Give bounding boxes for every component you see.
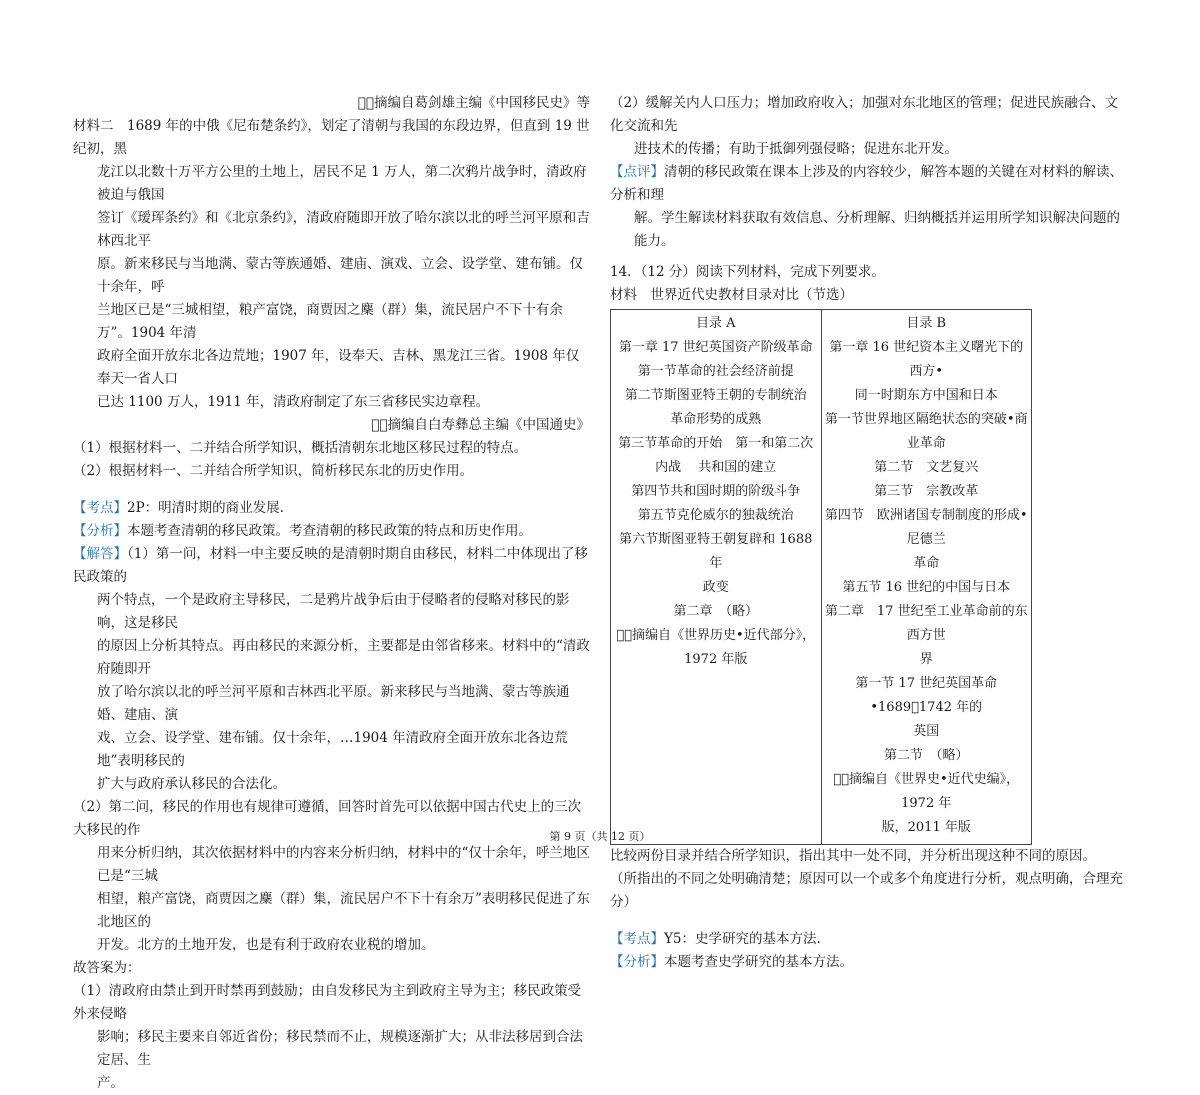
jieda-line: 扩大与政府承认移民的合法化。 [97,776,286,792]
material-2-line: 政府全面开放东北各边荒地；1907 年，设奉天、吉林、黑龙江三省。1908 年仅奉天一省人口 [97,348,580,387]
toc-a-line: 第二章 （略） [673,604,758,619]
material-2-line: 签订《瑷珲条约》和《北京条约》，清政府随即开放了哈尔滨以北的呼兰河平原和吉林西北平 [97,210,590,249]
jieda-line: 两个特点，一个是政府主导移民，二是鸦片战争后由于侵略者的侵略对移民的影响，这是移民 [97,592,570,631]
toc-comparison-table [610,309,1032,845]
answer-line: （1）清政府由禁止到开时禁再到鼓励；由自发移民为主到政府主导为主；移民政策受外来侵略 [73,983,582,1022]
question-1: （1）根据材料一、二并结合所学知识，概括清朝东北地区移民过程的特点。 [73,440,528,456]
toc-a-line: 􀀀􀀀摘编自《世界历史•近代部分》， [616,628,816,643]
toc-a-line: 1972 年版 [684,652,748,667]
spacer [73,483,590,497]
jieda-line: 相望，粮产富饶，商贾因之麇（群）集，流民居户不下十有余万”表明移民促进了东北地区的 [97,891,590,930]
answer-2 [610,92,1130,161]
jieda-line: 放了哈尔滨以北的呼兰河平原和吉林西北平原。新来移民与当地满、蒙古等族通婚、建庙、演 [97,684,570,723]
jieda-part-2 [73,796,590,957]
toc-b-line: 第一节 17 世纪英国革命•1689􀀀1742 年的 [855,676,998,715]
kaodian-tag: 【考点】 [610,931,664,947]
toc-b-line: 英国 [913,724,940,739]
toc-a-line: 革命形势的成熟 [670,412,762,427]
source-citation-1: 􀀀􀀀摘编自葛剑雄主编《中国移民史》等 [357,95,590,111]
material-2 [73,115,590,414]
toc-a-line: 第五节克伦威尔的独裁统治 [637,508,794,523]
toc-b-line: 第三节 宗教改革 [874,484,979,499]
fenxi [610,951,1130,974]
toc-b-line: 第五节 16 世纪的中国与日本 [842,580,1011,595]
answer-heading: 故答案为： [73,960,141,976]
toc-a-cell [611,310,822,845]
dianping-text: 清朝的移民政策在课本上涉及的内容较少，解答本题的关键在对材料的解读、分析和理 [610,164,1123,203]
toc-b-line: 同一时期东方中国和日本 [854,388,998,403]
jieda-text: （1）第一问，材料一中主要反映的是清朝时期自由移民，材料二中体现出了移民政策的 [73,546,588,585]
toc-a-line: 第四节共和国时期的阶级斗争 [631,484,801,499]
answer-line: （2）缓解关内人口压力；增加政府收入；加强对东北地区的管理；促进民族融合、文化交流和先 [610,95,1119,134]
answer-1 [73,980,590,1095]
dianping-line [610,161,1130,207]
material-2-line: 原。新来移民与当地满、蒙古等族通婚、建庙、演戏、立会、设学堂、建布铺。仅十余年，呼 [97,256,583,295]
answer-line: 进技术的传播；有助于抵御列强侵略；促进东北开发。 [634,141,958,157]
table-row [611,310,1032,845]
toc-b-line: 目录 B [906,316,947,331]
dianping-line: 解。学生解读材料获取有效信息、分析理解、归纳概括并运用所学知识解决问题的能力。 [634,210,1120,249]
answer-line: 产。 [97,1075,124,1091]
toc-b-line: 第二节 文艺复兴 [874,460,979,475]
jieda-line [73,543,590,589]
jieda-line: 开发。北方的土地开发，也是有利于政府农业税的增加。 [97,937,435,953]
fenxi-text: 本题考查清朝的移民政策。考查清朝的移民政策的特点和历史作用。 [127,523,532,539]
dianping [610,161,1130,253]
toc-a-line: 第二节斯图亚特王朝的专制统治 [624,388,807,403]
toc-b-line: 界 [919,652,933,667]
toc-b-line: 􀀀􀀀摘编自《世界史•近代史编》，1972 年 [833,772,1020,811]
left-column [73,92,590,1095]
jieda-line: 的原因上分析其特点。再由移民的来源分析，主要都是由邻省移来。材料中的“清政府随即开 [97,638,590,677]
toc-b-line: 第一章 16 世纪资本主义曙光下的西方• [829,340,1024,379]
kaodian-tag: 【考点】 [73,500,127,516]
material-2-line: 材料二 1689 年的中俄《尼布楚条约》，划定了清朝与我国的东段边界，但直到 19 世纪初，黑 [73,118,590,157]
source-citation-2: 􀀀􀀀摘编自白寿彝总主编《中国通史》 [371,417,590,433]
jieda-line: （2）第二问，移民的作用也有规律可遵循，回答时首先可以依据中国古代史上的三次大移民的作 [73,799,582,838]
page-footer: 第 9 页（共 12 页） [549,830,651,843]
material-2-line: 已达 1100 万人，1911 年，清政府制定了东三省移民实边章程。 [97,394,490,410]
jieda-part-1 [73,543,590,796]
toc-b-line: 第一节世界地区隔绝状态的突破•商业革命 [824,412,1028,451]
toc-a-line: 目录 A [695,316,736,331]
kaodian [73,497,590,520]
toc-b-line: 第二节 （略） [883,748,969,763]
jieda-line: 用来分析归纳，其次依据材料中的内容来分析归纳，材料中的“仅十余年，呼兰地区已是“三城 [97,845,590,884]
toc-b-line: 第四节 欧洲诸国专制制度的形成•尼德兰 [824,508,1028,547]
question-14: 14．（12 分）阅读下列材料，完成下列要求。 [610,264,885,280]
material-2-line: 龙江以北数十万平方公里的土地上，居民不足 1 万人，第二次鸦片战争时，清政府被迫与俄国 [97,164,587,203]
dianping-tag: 【点评】 [610,164,664,180]
spacer [610,253,1130,261]
jieda-tag: 【解答】 [73,546,127,562]
kaodian-text: 2P：明清时期的商业发展. [127,500,284,516]
kaodian [610,928,1130,951]
toc-b-line: 革命 [913,556,940,571]
kaodian-text: Y5：史学研究的基本方法. [664,931,821,947]
fenxi-text: 本题考查史学研究的基本方法。 [664,954,853,970]
answer-line: 影响；移民主要来自邻近省份；移民禁而不止，规模逐渐扩大；从非法移居到合法定居、生 [97,1029,583,1068]
question-2: （2）根据材料一、二并结合所学知识，简析移民东北的历史作用。 [73,463,474,479]
compare-question: 比较两份目录并结合所学知识，指出其中一处不同，并分析出现这种不同的原因。 [610,848,1096,864]
toc-a-line: 第六节斯图亚特王朝复辟和 1688 年 [619,532,813,571]
material-title: 材料 世界近代史教材目录对比（节选） [610,287,853,303]
answer-note: （所指出的不同之处明确清楚；原因可以一个或多个角度进行分析，观点明确，合理充分） [610,871,1123,910]
material-2-line: 兰地区已是“三城相望，粮产富饶，商贾因之麇（群）集，流民居户不下十有余万”。1904 年清 [97,302,563,341]
fenxi [73,520,590,543]
toc-a-line: 第一章 17 世纪英国资产阶级革命 [618,340,813,355]
toc-a-line: 第一节革命的社会经济前提 [637,364,794,379]
fenxi-tag: 【分析】 [73,523,127,539]
toc-b-line: 第二章 17 世纪至工业革命前的东西方世 [824,604,1028,643]
toc-b-cell [821,310,1032,845]
jieda-line: 戏、立会、设学堂、建布铺。仅十余年，…1904 年清政府全面开放东北各边荒地”表明移民的 [97,730,568,769]
toc-a-line: 内战 共和国的建立 [655,460,777,475]
toc-a-line: 第三节革命的开始 第一和第二次 [618,436,814,451]
spacer [610,914,1130,928]
toc-a-line: 政变 [702,580,729,595]
fenxi-tag: 【分析】 [610,954,664,970]
toc-b-line: 版，2011 年版 [881,820,971,835]
